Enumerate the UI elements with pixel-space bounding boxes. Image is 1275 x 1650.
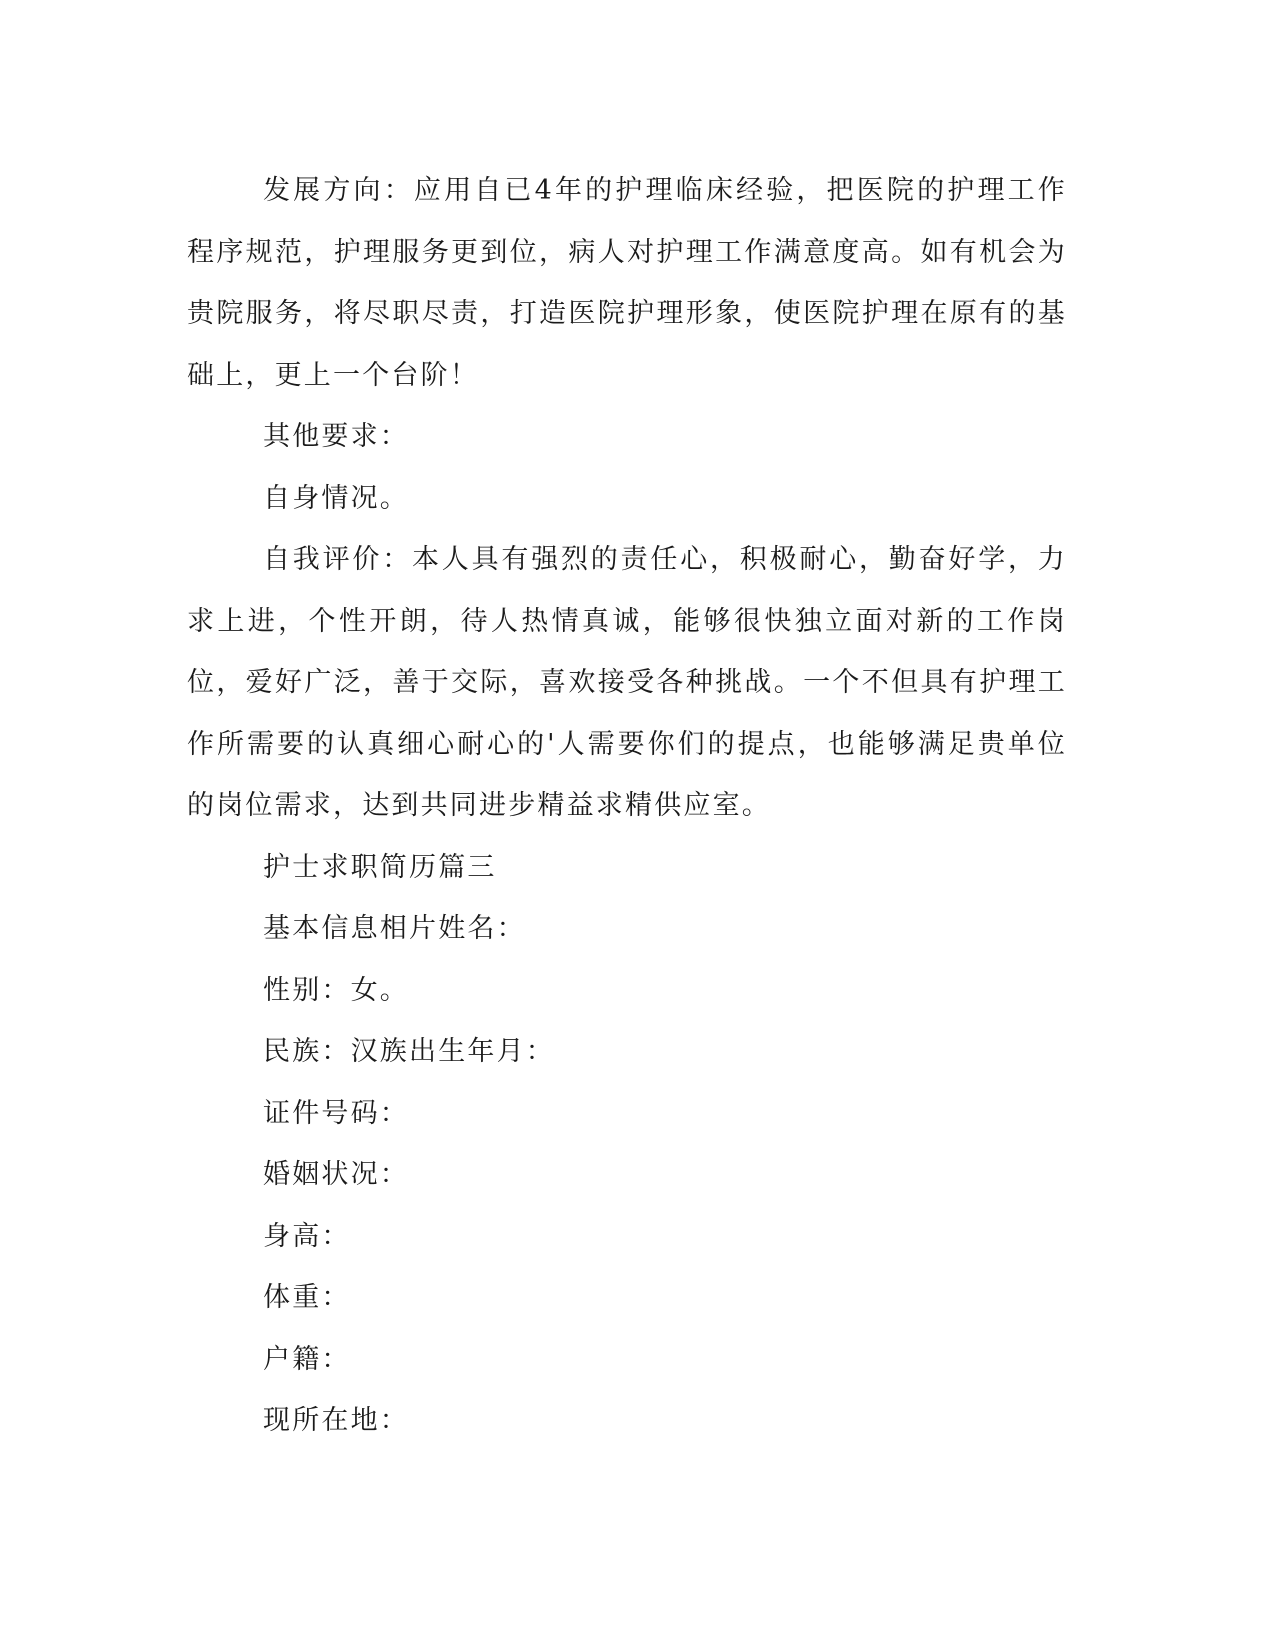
paragraph-other-requirements: 其他要求： xyxy=(263,421,409,452)
field-current-location: 现所在地： xyxy=(263,1405,409,1436)
paragraph-development-direction: 发展方向：应用自已4年的护理临床经验，把医院的护理工作程序规范，护理服务更到位，病人对护理工作满意度高。如有机会为贵院服务，将尽职尽责，打造医院护理形象，使医院护理在原有的基础上，更上一个台阶！ xyxy=(187,175,1067,391)
field-weight: 体重： xyxy=(263,1282,351,1313)
field-height: 身高： xyxy=(263,1220,351,1252)
field-basic-info-name: 基本信息相片姓名： xyxy=(263,913,526,944)
field-household-registration: 户籍： xyxy=(263,1343,351,1375)
document-body xyxy=(187,160,1067,1452)
field-marital-status: 婚姻状况： xyxy=(263,1159,409,1190)
paragraph-personal-situation: 自身情况。 xyxy=(263,482,409,514)
field-id-number: 证件号码： xyxy=(263,1097,409,1129)
field-gender: 性别：女。 xyxy=(263,974,409,1006)
field-ethnicity-birth: 民族：汉族出生年月： xyxy=(263,1036,555,1067)
section-heading: 护士求职简历篇三 xyxy=(263,851,497,883)
paragraph-self-evaluation: 自我评价：本人具有强烈的责任心，积极耐心，勤奋好学，力求上进，个性开朗，待人热情真诚，能够很快独立面对新的工作岗位，爱好广泛，善于交际，喜欢接受各种挑战。一个不但具有护理工作所需要的认真细心耐心的'人需要你们的提点，也能够满足贵单位的岗位需求，达到共同进步精益求精供应室。 xyxy=(187,544,1067,821)
